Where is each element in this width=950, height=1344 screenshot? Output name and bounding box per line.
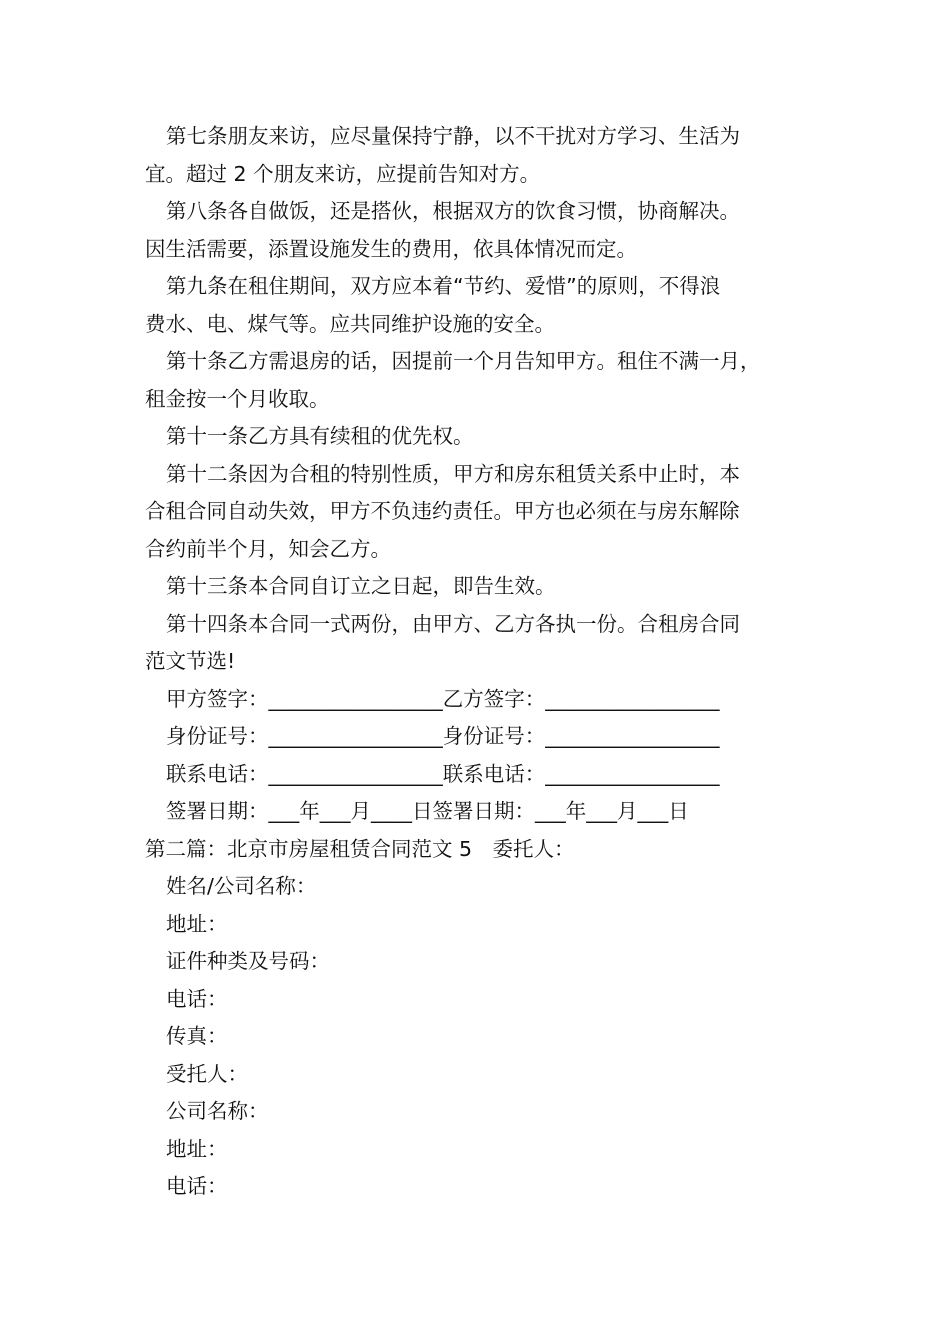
text-line: 甲方签字：_________________乙方签字：_________________ <box>166 686 720 711</box>
text-line: 第九条在租住期间，双方应本着“节约、爱惜”的原则，不得浪 <box>166 274 721 298</box>
text-line: 合租合同自动失效，甲方不负违约责任。甲方也必须在与房东解除 <box>145 499 740 523</box>
text-line: 签署日期：___年___月____日签署日期：___年___月___日 <box>166 799 689 823</box>
text-line: 地址： <box>166 911 228 936</box>
text-line: 合约前半个月，知会乙方。 <box>145 536 391 561</box>
text-line: 联系电话：_________________联系电话：_________________ <box>166 761 720 786</box>
text-line: 第七条朋友来访，应尽量保持宁静，以不干扰对方学习、生活为 <box>166 124 740 148</box>
text-line: 第八条各自做饭，还是搭伙，根据双方的饮食习惯，协商解决。 <box>166 199 740 223</box>
text-line: 第十四条本合同一式两份，由甲方、乙方各执一份。合租房合同 <box>166 611 740 636</box>
text-line: 身份证号：_________________身份证号：_________________ <box>166 724 720 748</box>
text-line: 范文节选! <box>145 649 236 673</box>
text-line: 电话： <box>166 1174 228 1198</box>
text-line: 地址： <box>166 1136 228 1161</box>
text-line: 租金按一个月收取。 <box>145 386 330 411</box>
text-line: 受托人： <box>166 1061 248 1086</box>
text-line: 宜。超过 2 个朋友来访，应提前告知对方。 <box>145 161 541 186</box>
text-line: 第十二条因为合租的特别性质，甲方和房东租赁关系中止时，本 <box>166 461 740 486</box>
text-line: 证件种类及号码： <box>166 949 330 973</box>
text-line: 第十三条本合同自订立之日起，即告生效。 <box>166 574 556 598</box>
text-line: 传真： <box>166 1024 228 1048</box>
document-body <box>145 118 825 1206</box>
text-line: 公司名称： <box>166 1099 269 1123</box>
text-line: 电话： <box>166 986 228 1011</box>
text-line: 第二篇：北京市房屋租赁合同范文 5 委托人： <box>145 836 575 861</box>
text-line: 第十一条乙方具有续租的优先权。 <box>166 424 474 448</box>
text-line: 因生活需要，添置设施发生的费用，依具体情况而定。 <box>145 236 637 261</box>
text-line: 第十条乙方需退房的话，因提前一个月告知甲方。租住不满一月， <box>166 349 761 373</box>
text-line: 费水、电、煤气等。应共同维护设施的安全。 <box>145 311 555 336</box>
text-line: 姓名/公司名称： <box>166 874 317 898</box>
